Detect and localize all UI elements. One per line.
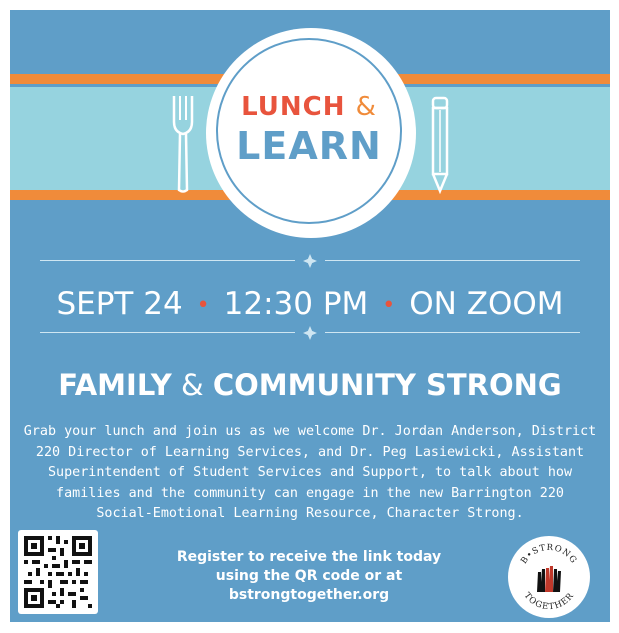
- svg-text:TOGETHER: [522, 591, 577, 612]
- description-line: Grab your lunch and join us as we welcome Dr. Jordan Anderson, District: [23, 424, 597, 439]
- bullet-dot: •: [382, 293, 396, 318]
- event-details: [10, 286, 610, 322]
- title-lunch: LUNCH &: [241, 92, 377, 122]
- pencil-icon: [430, 94, 450, 194]
- event-poster: [10, 10, 610, 622]
- flourish-icon: [302, 326, 318, 340]
- headline-family: FAMILY: [58, 368, 172, 402]
- bullet-dot: •: [196, 293, 210, 318]
- svg-text:B•STRONG: [519, 543, 579, 566]
- qr-code[interactable]: [18, 530, 98, 614]
- flourish-icon: [302, 254, 318, 268]
- description-line: Superintendent of Student Services and Support, to talk about how: [47, 465, 573, 480]
- event-date: SEPT 24: [56, 286, 183, 322]
- ornament-divider-top: [40, 254, 580, 268]
- headline-community: COMMUNITY STRONG: [212, 368, 562, 402]
- register-link[interactable]: bstrongtogether.org: [228, 587, 390, 603]
- logo-bottom-text: TOGETHER: [521, 590, 577, 613]
- description-line: 220 Director of Learning Services, and Dr. Peg Lasiewicki, Assistant: [35, 444, 585, 460]
- headline: [10, 368, 610, 402]
- register-text: [150, 548, 468, 605]
- title-ampersand: &: [355, 92, 377, 122]
- ornament-divider-bottom: [40, 326, 580, 340]
- register-line: using the QR code or at: [215, 568, 403, 584]
- event-time: 12:30 PM: [223, 286, 369, 322]
- fork-icon: [170, 94, 196, 194]
- title-learn: LEARN: [236, 124, 382, 168]
- qr-code-icon: [18, 530, 98, 614]
- event-location: ON ZOOM: [409, 286, 564, 322]
- description-line: Social-Emotional Learning Resource, Character Strong.: [96, 506, 524, 521]
- event-description: [20, 422, 600, 525]
- bstrong-together-logo: [508, 536, 590, 618]
- logo-top-text: B•STRONG: [519, 542, 579, 566]
- register-line: Register to receive the link today: [176, 549, 442, 565]
- hands-logo-icon: [508, 536, 590, 618]
- description-line: families and the community can engage in the new Barrington 220: [56, 485, 564, 501]
- headline-ampersand: &: [181, 368, 204, 402]
